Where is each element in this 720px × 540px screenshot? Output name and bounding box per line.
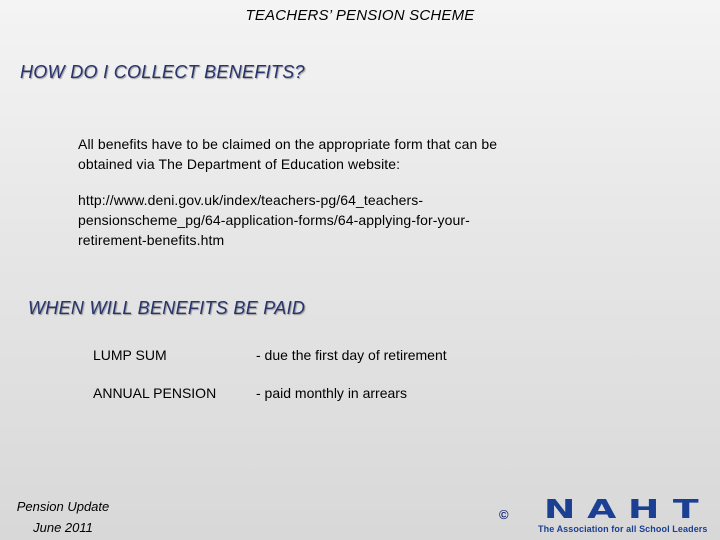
claim-instructions-line: obtained via The Department of Education website: <box>78 156 401 172</box>
benefit-value: - due the first day of retirement <box>256 347 447 363</box>
benefit-label: ANNUAL PENSION <box>93 385 217 401</box>
url-line: http://www.deni.gov.uk/index/teachers-pg/64_teachers- <box>78 192 424 208</box>
copyright-symbol: © <box>499 507 509 522</box>
claim-instructions-line: All benefits have to be claimed on the appropriate form that can be <box>78 136 498 152</box>
naht-logo-wordmark <box>538 495 714 525</box>
heading-collect-benefits: HOW DO I COLLECT BENEFITS? <box>20 62 305 82</box>
logo-letter: H <box>627 495 659 525</box>
logo-letter: A <box>587 495 615 525</box>
footer-line: Pension Update <box>16 499 110 514</box>
benefit-value: - paid monthly in arrears <box>256 385 407 401</box>
naht-logo-tagline: The Association for all School Leaders <box>538 524 708 534</box>
footer-pension-update <box>8 496 118 538</box>
logo-letter: N <box>543 495 575 525</box>
url-line: pensionscheme_pg/64-application-forms/64-applying-for-your- <box>78 212 470 228</box>
benefit-label: LUMP SUM <box>93 347 167 363</box>
naht-logo <box>538 495 714 536</box>
website-url <box>78 190 578 250</box>
logo-letter: T <box>672 495 698 525</box>
url-line: retirement-benefits.htm <box>78 232 225 248</box>
slide-title: TEACHERS’ PENSION SCHEME <box>245 7 475 24</box>
claim-instructions <box>78 134 578 174</box>
footer-date: June 2011 <box>33 520 93 535</box>
heading-when-paid: WHEN WILL BENEFITS BE PAID <box>28 298 306 318</box>
